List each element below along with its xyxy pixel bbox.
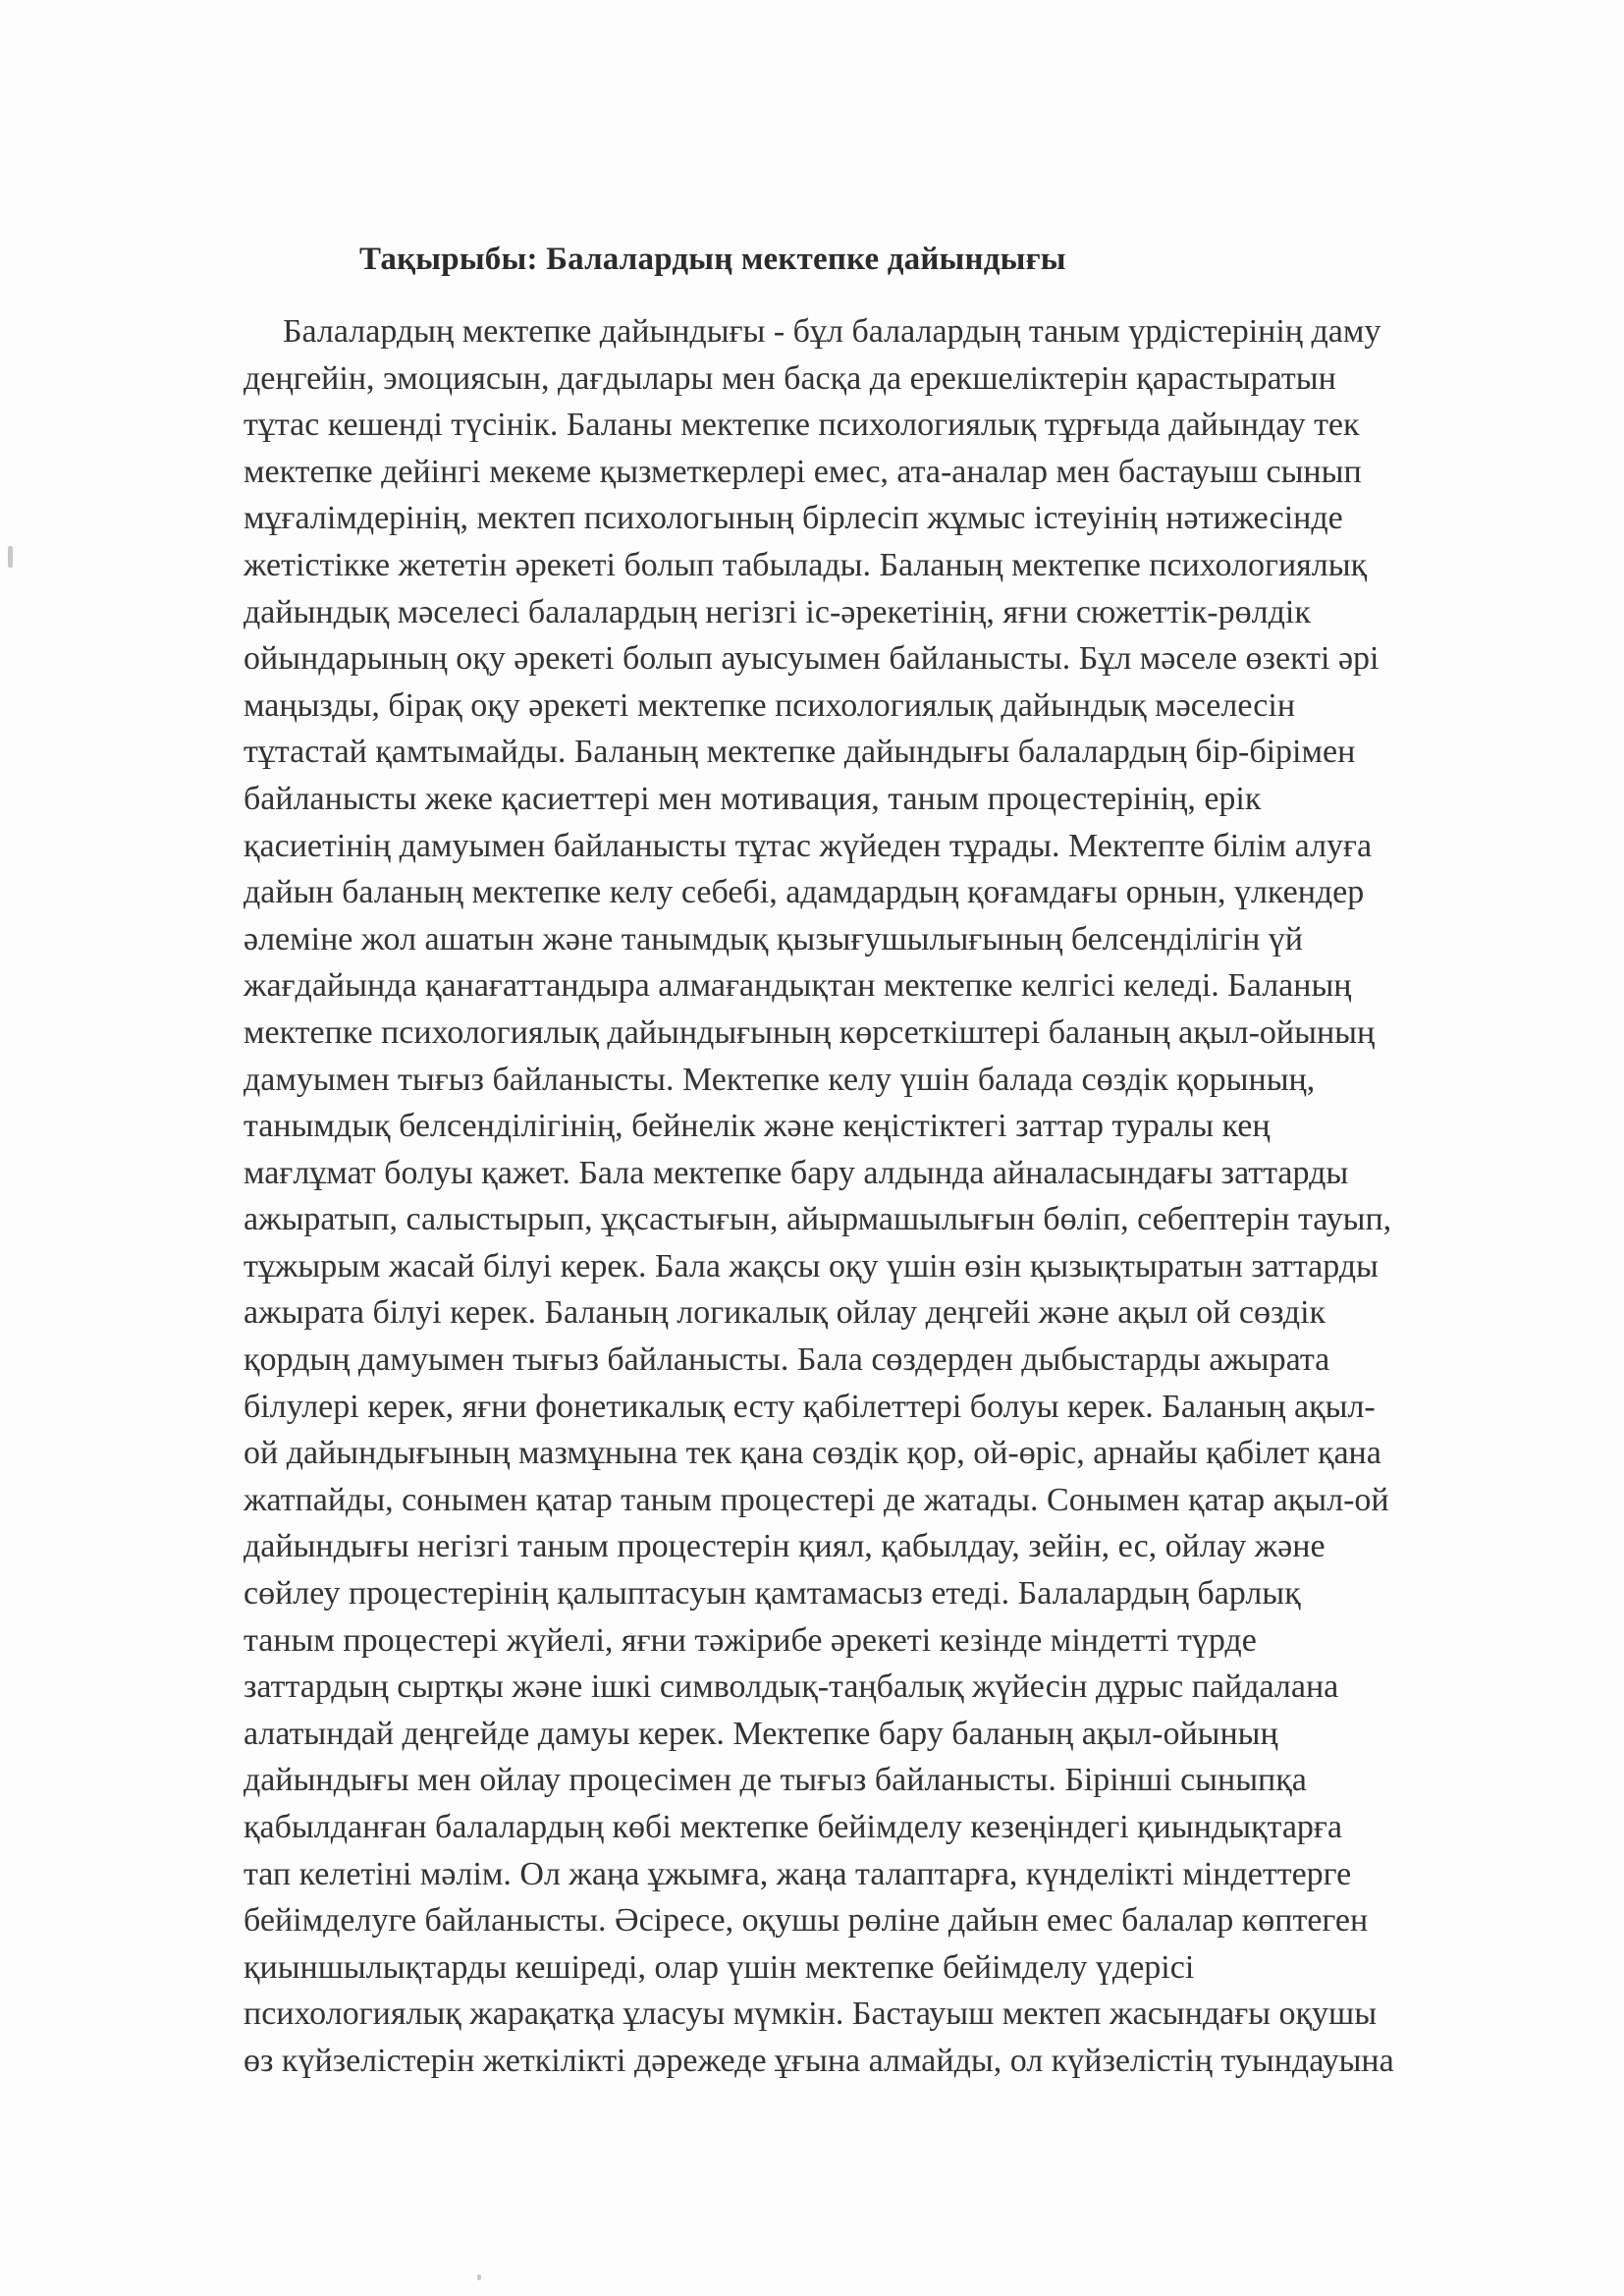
text-line: ой дайындығының мазмұнына тек қана сөздік қор, ой-өріс, арнайы қабілет қана	[244, 1435, 1381, 1472]
text-line: дайын баланың мектепке келу себебі, адамдардың қоғамдағы орнын, үлкендер	[244, 874, 1365, 911]
text-line: жағдайында қанағаттандыра алмағандықтан мектепке келгісі келеді. Баланың	[244, 967, 1352, 1005]
text-line: дайындығы мен ойлау процесімен де тығыз байланысты. Бірінші сыныпқа	[244, 1762, 1307, 1799]
text-line: ойындарының оқу әрекеті болып ауысуымен байланысты. Бұл мәселе өзекті әрі	[244, 640, 1380, 678]
text-line: дамуымен тығыз байланысты. Мектепке келу үшін балада сөздік қорының,	[244, 1061, 1316, 1098]
text-line: әлеміне жол ашатын және танымдық қызығушылығының белсенділігін үй	[244, 920, 1303, 957]
text-line: мектепке дейінгі мекеме қызметкерлері емес, ата-аналар мен бастауыш сынып	[244, 453, 1362, 490]
text-line: тап келетіні мәлім. Ол жаңа ұжымға, жаңа талаптарға, күнделікті міндеттерге	[244, 1855, 1352, 1892]
text-line: байланысты жеке қасиеттері мен мотивация, таным процестерінің, ерік	[244, 780, 1262, 817]
scan-artifact	[8, 546, 13, 568]
text-line: дайындығы негізгі таным процестерін қиял, қабылдау, зейін, ес, ойлау және	[244, 1528, 1326, 1565]
text-line: психологиялық жарақатқа ұласуы мүмкін. Бастауыш мектеп жасындағы оқушы	[244, 1995, 1378, 2033]
document-body	[244, 308, 1530, 2085]
text-line: жетістікке жететін әрекеті болып табылады. Баланың мектепке психологиялық	[244, 546, 1368, 583]
text-line: Балалардың мектепке дайындығы - бұл балалардың таным үрдістерінің даму	[283, 313, 1381, 350]
text-line: мұғалімдерінің, мектеп психологының бірлесіп жұмыс істеуінің нәтижесінде	[244, 500, 1343, 537]
text-line: мектепке психологиялық дайындығының көрсеткіштері баланың ақыл-ойының	[244, 1013, 1376, 1051]
text-line: алатындай деңгейде дамуы керек. Мектепке бару баланың ақыл-ойының	[244, 1715, 1278, 1752]
document-title: Тақырыбы: Балалардың мектепке дайындығы	[359, 242, 1066, 277]
text-line: қасиетінің дамуымен байланысты тұтас жүйеден тұрады. Мектепте білім алуға	[244, 827, 1373, 864]
text-line: қордың дамуымен тығыз байланысты. Бала сөздерден дыбыстарды ажырата	[244, 1341, 1330, 1379]
text-line: маңызды, бірақ оқу әрекеті мектепке психологиялық дайындық мәселесін	[244, 686, 1296, 724]
text-line: таным процестері жүйелі, яғни тәжірибе әрекеті кезінде міндетті түрде	[244, 1621, 1257, 1659]
text-line: жатпайды, сонымен қатар таным процестері де жатады. Сонымен қатар ақыл-ой	[244, 1481, 1389, 1518]
text-line: тұтастай қамтымайды. Баланың мектепке дайындығы балалардың бір-бірімен	[244, 734, 1356, 771]
text-line: бейімделуге байланысты. Әсіресе, оқушы рөліне дайын емес балалар көптеген	[244, 1902, 1369, 1940]
text-line: қиыншылықтарды кешіреді, олар үшін мектепке бейімделу үдерісі	[244, 1948, 1195, 1986]
text-line: мағлұмат болуы қажет. Бала мектепке бару алдында айналасындағы заттарды	[244, 1154, 1349, 1191]
text-line: деңгейін, эмоциясын, дағдылары мен басқа да ерекшеліктерін қарастыратын	[244, 359, 1336, 397]
text-line: тұжырым жасай білуі керек. Бала жақсы оқу үшін өзін қызықтыратын заттарды	[244, 1247, 1379, 1285]
scan-artifact	[477, 2274, 481, 2280]
text-line: ажыратып, салыстырып, ұқсастығын, айырмашылығын бөліп, себептерін тауып,	[244, 1201, 1392, 1238]
text-line: қабылданған балалардың көбі мектепке бейімделу кезеңіндегі қиындықтарға	[244, 1809, 1342, 1845]
text-line: дайындық мәселесі балалардың негізгі іс-әрекетінің, яғни сюжеттік-рөлдік	[244, 593, 1311, 630]
text-line: ажырата білуі керек. Баланың логикалық ойлау деңгейі және ақыл ой сөздік	[244, 1294, 1326, 1332]
text-line: білулері керек, яғни фонетикалық есту қабілеттері болуы керек. Баланың ақыл-	[244, 1388, 1376, 1425]
text-line: заттардың сыртқы және ішкі символдық-таңбалық жүйесін дұрыс пайдалана	[244, 1668, 1339, 1706]
text-line: танымдық белсенділігінің, бейнелік және кеңістіктегі заттар туралы кең	[244, 1108, 1271, 1145]
text-line: тұтас кешенді түсінік. Баланы мектепке психологиялық тұрғыда дайындау тек	[244, 407, 1360, 444]
text-line: өз күйзелістерін жеткілікті дәрежеде ұғына алмайды, ол күйзелістің туындауына	[244, 2042, 1394, 2079]
text-line: сөйлеу процестерінің қалыптасуын қамтамасыз етеді. Балалардың барлық	[244, 1575, 1301, 1613]
